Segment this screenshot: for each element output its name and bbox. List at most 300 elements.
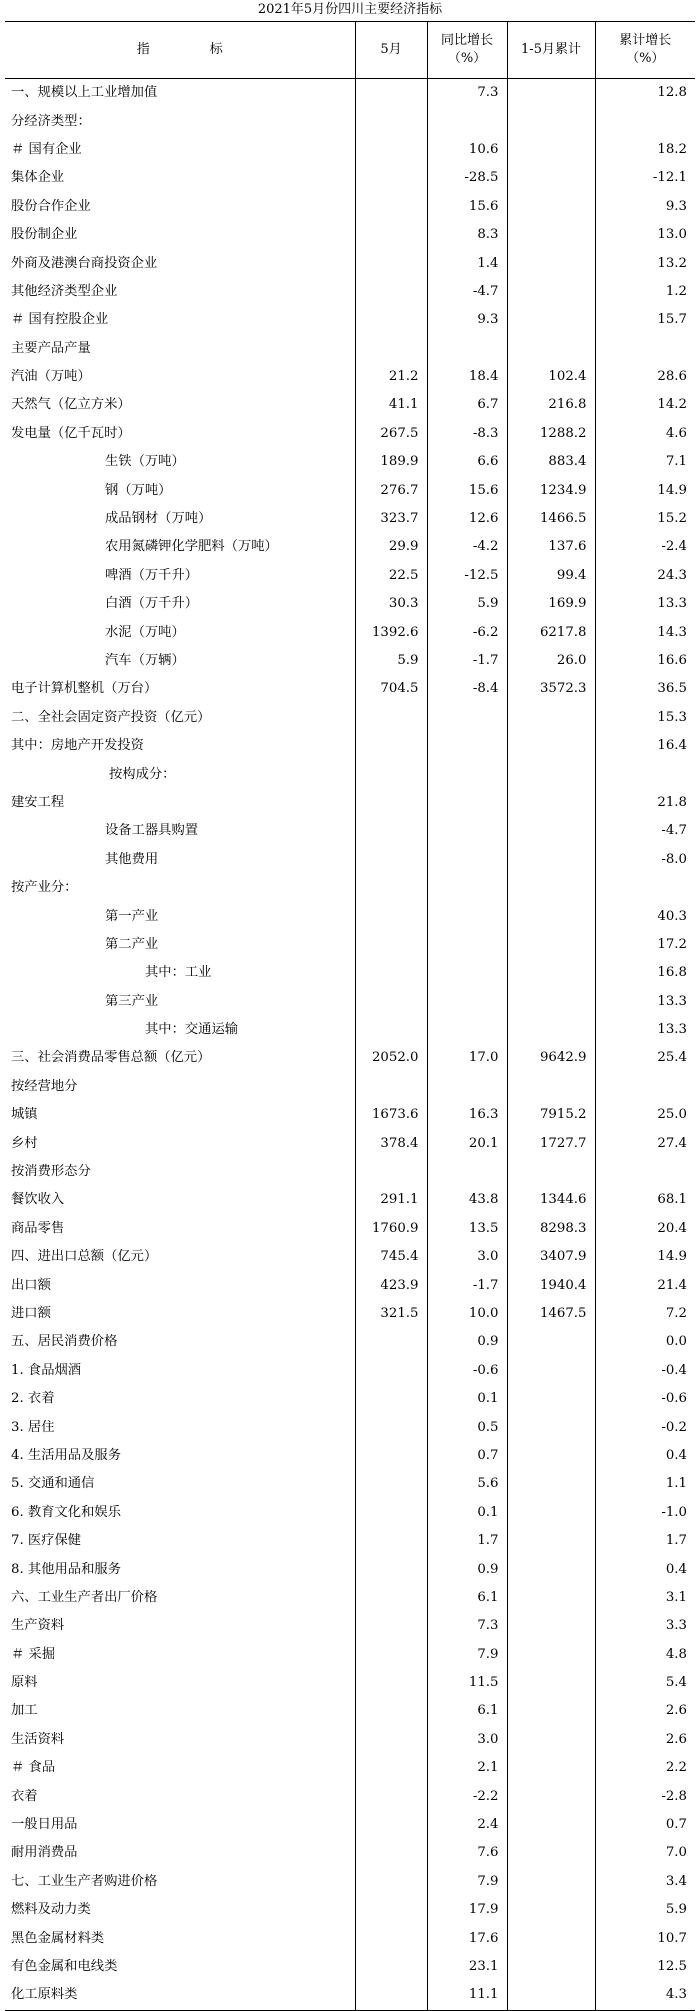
cumulative-growth: 2.2 (595, 1754, 695, 1782)
table-row (5, 278, 695, 306)
cumulative-growth: 21.4 (595, 1271, 695, 1299)
cumulative-growth: -2.8 (595, 1782, 695, 1810)
indicator-cell: 二、全社会固定资产投资（亿元） (11, 709, 211, 725)
yoy-growth: 12.6 (427, 505, 507, 533)
table-row (5, 1612, 695, 1640)
table-row (5, 618, 695, 646)
cumulative-value (507, 1782, 595, 1810)
indicator-cell: 主要产品产量 (11, 340, 91, 356)
cumulative-value (507, 335, 595, 363)
table-row (5, 959, 695, 987)
cumulative-growth: 5.9 (595, 1896, 695, 1924)
cumulative-growth: 7.1 (595, 448, 695, 476)
cumulative-value (507, 1328, 595, 1356)
cumulative-growth: 3.1 (595, 1584, 695, 1612)
yoy-growth (427, 1073, 507, 1101)
cumulative-growth (595, 107, 695, 135)
indicator-cell: 其中：工业 (145, 965, 212, 981)
cumulative-growth: 24.3 (595, 562, 695, 590)
yoy-growth (427, 874, 507, 902)
may-value (355, 79, 427, 108)
yoy-growth: -12.5 (427, 562, 507, 590)
cumulative-value (507, 959, 595, 987)
may-value (355, 335, 427, 363)
cumulative-growth: -0.4 (595, 1357, 695, 1385)
may-value (355, 1016, 427, 1044)
cumulative-value (507, 1697, 595, 1725)
cumulative-value: 1234.9 (507, 476, 595, 504)
table-row (5, 1470, 695, 1498)
table-row (5, 1300, 695, 1328)
may-value (355, 136, 427, 164)
cumulative-growth (595, 760, 695, 788)
yoy-growth (427, 789, 507, 817)
table-row (5, 1385, 695, 1413)
cumulative-growth: 14.3 (595, 618, 695, 646)
table-row (5, 1924, 695, 1952)
header-indicator-b: 标 (209, 42, 223, 57)
indicator-cell: 2. 衣着 (11, 1391, 55, 1407)
cumulative-value (507, 1470, 595, 1498)
yoy-growth: -1.7 (427, 1271, 507, 1299)
cumulative-growth: 0.4 (595, 1442, 695, 1470)
cumulative-value (507, 306, 595, 334)
cumulative-growth: 10.7 (595, 1924, 695, 1952)
indicator-cell: 一、规模以上工业增加值 (11, 85, 158, 101)
yoy-growth: 15.6 (427, 476, 507, 504)
may-value (355, 1499, 427, 1527)
yoy-growth: 11.5 (427, 1669, 507, 1697)
indicator-cell: ＃ 国有控股企业 (11, 312, 109, 328)
cumulative-value (507, 1357, 595, 1385)
cumulative-growth: 13.0 (595, 221, 695, 249)
indicator-cell: 商品零售 (11, 1220, 65, 1236)
yoy-growth: 15.6 (427, 193, 507, 221)
table-row (5, 789, 695, 817)
cumulative-value: 883.4 (507, 448, 595, 476)
yoy-growth: 6.7 (427, 391, 507, 419)
indicator-cell: 分经济类型： (11, 113, 91, 129)
table-row (5, 1953, 695, 1981)
indicator-cell: 衣着 (11, 1788, 38, 1804)
may-value (355, 1782, 427, 1810)
may-value (355, 306, 427, 334)
cumulative-value (507, 1527, 595, 1555)
may-value (355, 1328, 427, 1356)
may-value (355, 1697, 427, 1725)
header-yoy-line2: （%） (447, 51, 487, 66)
yoy-growth: 7.9 (427, 1640, 507, 1668)
indicator-cell: 四、进出口总额（亿元） (11, 1249, 158, 1265)
cumulative-growth: 7.2 (595, 1300, 695, 1328)
table-row (5, 1555, 695, 1583)
cumulative-growth: 7.0 (595, 1839, 695, 1867)
cumulative-value (507, 1669, 595, 1697)
cumulative-value: 102.4 (507, 363, 595, 391)
may-value: 423.9 (355, 1271, 427, 1299)
indicator-cell: 建安工程 (11, 794, 65, 810)
table-row (5, 647, 695, 675)
yoy-growth (427, 931, 507, 959)
table-row (5, 476, 695, 504)
table-row (5, 1811, 695, 1839)
table-row (5, 221, 695, 249)
yoy-growth: -8.3 (427, 420, 507, 448)
yoy-growth: 0.7 (427, 1442, 507, 1470)
may-value: 1673.6 (355, 1101, 427, 1129)
table-row (5, 1186, 695, 1214)
table-row (5, 107, 695, 135)
indicator-cell: 设备工器具购置 (105, 823, 199, 839)
table-row (5, 1697, 695, 1725)
may-value: 321.5 (355, 1300, 427, 1328)
may-value (355, 1413, 427, 1441)
yoy-growth: 7.9 (427, 1868, 507, 1896)
indicator-cell: 按经营地分 (11, 1078, 78, 1094)
cumulative-value (507, 1896, 595, 1924)
table-row (5, 846, 695, 874)
yoy-growth: 3.0 (427, 1243, 507, 1271)
table-row (5, 1044, 695, 1072)
may-value (355, 1669, 427, 1697)
may-value (355, 1726, 427, 1754)
yoy-growth (427, 760, 507, 788)
cumulative-growth: -8.0 (595, 846, 695, 874)
yoy-growth (427, 704, 507, 732)
cumulative-value (507, 278, 595, 306)
yoy-growth: -28.5 (427, 164, 507, 192)
yoy-growth: 11.1 (427, 1981, 507, 2010)
cumulative-value: 3572.3 (507, 675, 595, 703)
header-cum-growth-line1: 累计增长 (619, 33, 672, 48)
table-row (5, 704, 695, 732)
cumulative-growth: 1.7 (595, 1527, 695, 1555)
indicator-cell: ＃ 采掘 (11, 1646, 56, 1662)
yoy-growth: 7.6 (427, 1839, 507, 1867)
table-row (5, 1754, 695, 1782)
table-row (5, 1328, 695, 1356)
cumulative-growth: 14.9 (595, 1243, 695, 1271)
cumulative-growth: 0.7 (595, 1811, 695, 1839)
cumulative-value (507, 1385, 595, 1413)
indicator-cell: 一般日用品 (11, 1817, 78, 1833)
indicator-cell: 天然气（亿立方米） (11, 397, 131, 413)
cumulative-value (507, 1158, 595, 1186)
may-value: 323.7 (355, 505, 427, 533)
yoy-growth: 2.4 (427, 1811, 507, 1839)
yoy-growth: 17.9 (427, 1896, 507, 1924)
indicator-cell: 进口额 (11, 1305, 51, 1321)
cumulative-value: 26.0 (507, 647, 595, 675)
indicator-cell: 其中：房地产开发投资 (11, 738, 144, 754)
yoy-growth: 7.3 (427, 1612, 507, 1640)
header-cum-growth-line2: （%） (626, 51, 665, 66)
cumulative-value (507, 1612, 595, 1640)
cumulative-growth: 0.4 (595, 1555, 695, 1583)
cumulative-growth: 36.5 (595, 675, 695, 703)
table-row (5, 1839, 695, 1867)
yoy-growth: 0.1 (427, 1385, 507, 1413)
indicator-cell: 外商及港澳台商投资企业 (11, 255, 158, 271)
may-value (355, 1612, 427, 1640)
yoy-growth: 0.5 (427, 1413, 507, 1441)
may-value: 21.2 (355, 363, 427, 391)
table-row (5, 1868, 695, 1896)
table-row (5, 363, 695, 391)
table-row (5, 817, 695, 845)
indicator-cell: 耐用消费品 (11, 1845, 78, 1861)
table-row (5, 675, 695, 703)
yoy-growth: 20.1 (427, 1129, 507, 1157)
cumulative-growth: 25.4 (595, 1044, 695, 1072)
cumulative-growth: 14.2 (595, 391, 695, 419)
yoy-growth: 1.7 (427, 1527, 507, 1555)
indicator-cell: 5. 交通和通信 (11, 1476, 95, 1492)
table-row (5, 1101, 695, 1129)
yoy-growth (427, 1016, 507, 1044)
indicator-cell: 加工 (11, 1703, 38, 1719)
cumulative-value (507, 79, 595, 108)
may-value (355, 959, 427, 987)
may-value (355, 789, 427, 817)
may-value: 291.1 (355, 1186, 427, 1214)
may-value (355, 988, 427, 1016)
table-row (5, 1782, 695, 1810)
may-value: 745.4 (355, 1243, 427, 1271)
yoy-growth: 6.1 (427, 1584, 507, 1612)
yoy-growth: -1.7 (427, 647, 507, 675)
yoy-growth: 0.9 (427, 1328, 507, 1356)
cumulative-value (507, 1499, 595, 1527)
yoy-growth: 0.9 (427, 1555, 507, 1583)
indicator-cell: 股份制企业 (11, 227, 78, 243)
cumulative-value (507, 164, 595, 192)
cumulative-value (507, 846, 595, 874)
table-row (5, 1896, 695, 1924)
cumulative-value (507, 1953, 595, 1981)
may-value: 2052.0 (355, 1044, 427, 1072)
table-row (5, 1413, 695, 1441)
indicator-cell: 七、工业生产者购进价格 (11, 1873, 158, 1889)
cumulative-growth: 9.3 (595, 193, 695, 221)
cumulative-growth (595, 335, 695, 363)
may-value: 22.5 (355, 562, 427, 590)
cumulative-growth (595, 874, 695, 902)
header-row (5, 22, 695, 79)
table-row (5, 1215, 695, 1243)
cumulative-value (507, 221, 595, 249)
cumulative-growth: 0.0 (595, 1328, 695, 1356)
may-value: 267.5 (355, 420, 427, 448)
indicator-cell: 餐饮收入 (11, 1192, 65, 1208)
may-value: 1392.6 (355, 618, 427, 646)
table-row (5, 732, 695, 760)
indicator-cell: 3. 居住 (11, 1419, 55, 1435)
cumulative-value (507, 1016, 595, 1044)
cumulative-value: 137.6 (507, 533, 595, 561)
table-row (5, 1158, 695, 1186)
cumulative-growth: 15.7 (595, 306, 695, 334)
yoy-growth: 23.1 (427, 1953, 507, 1981)
cumulative-growth: 13.3 (595, 988, 695, 1016)
yoy-growth (427, 817, 507, 845)
may-value (355, 817, 427, 845)
yoy-growth: 5.6 (427, 1470, 507, 1498)
cumulative-growth: 4.3 (595, 1981, 695, 2010)
cumulative-growth: 15.2 (595, 505, 695, 533)
cumulative-growth: 68.1 (595, 1186, 695, 1214)
cumulative-growth: 13.3 (595, 1016, 695, 1044)
table-row (5, 1584, 695, 1612)
cumulative-value (507, 249, 595, 277)
cumulative-value: 1727.7 (507, 1129, 595, 1157)
indicator-cell: 第三产业 (105, 993, 159, 1009)
cumulative-growth: 28.6 (595, 363, 695, 391)
indicator-cell: 发电量（亿千瓦时） (11, 425, 131, 441)
table-row (5, 533, 695, 561)
yoy-growth: 8.3 (427, 221, 507, 249)
cumulative-value (507, 1442, 595, 1470)
may-value: 704.5 (355, 675, 427, 703)
indicator-cell: 1. 食品烟酒 (11, 1362, 82, 1378)
cumulative-growth: 15.3 (595, 704, 695, 732)
cumulative-growth: 16.8 (595, 959, 695, 987)
indicator-cell: 城镇 (11, 1107, 38, 1123)
yoy-growth: 17.0 (427, 1044, 507, 1072)
cumulative-growth: 1.2 (595, 278, 695, 306)
indicator-cell: 农用氮磷钾化学肥料（万吨） (105, 539, 278, 555)
cumulative-growth: 3.3 (595, 1612, 695, 1640)
table-row (5, 1016, 695, 1044)
yoy-growth (427, 732, 507, 760)
indicator-cell: 其他费用 (105, 851, 159, 867)
table-row (5, 79, 695, 108)
cumulative-value (507, 874, 595, 902)
table-row (5, 1243, 695, 1271)
may-value: 276.7 (355, 476, 427, 504)
cumulative-growth: -2.4 (595, 533, 695, 561)
cumulative-value (507, 931, 595, 959)
cumulative-growth: 1.1 (595, 1470, 695, 1498)
may-value (355, 902, 427, 930)
may-value: 41.1 (355, 391, 427, 419)
cumulative-value (507, 136, 595, 164)
cumulative-value (507, 1555, 595, 1583)
may-value (355, 1385, 427, 1413)
yoy-growth: 10.6 (427, 136, 507, 164)
table-body (5, 79, 695, 2011)
may-value: 378.4 (355, 1129, 427, 1157)
cumulative-growth: 2.6 (595, 1726, 695, 1754)
cumulative-value (507, 704, 595, 732)
cumulative-value (507, 193, 595, 221)
yoy-growth: -4.2 (427, 533, 507, 561)
indicator-cell: 黑色金属材料类 (11, 1930, 105, 1946)
indicator-cell: 钢（万吨） (105, 482, 172, 498)
yoy-growth (427, 902, 507, 930)
cumulative-growth: 12.8 (595, 79, 695, 108)
table-row (5, 448, 695, 476)
cumulative-growth: 12.5 (595, 1953, 695, 1981)
indicator-cell: ＃ 国有企业 (11, 141, 82, 157)
indicator-cell: 汽油（万吨） (11, 369, 91, 385)
cumulative-value (507, 760, 595, 788)
indicator-cell: 乡村 (11, 1135, 38, 1151)
cumulative-value (507, 789, 595, 817)
indicator-cell: 有色金属和电线类 (11, 1958, 118, 1974)
cumulative-growth: -4.7 (595, 817, 695, 845)
cumulative-growth (595, 1073, 695, 1101)
table-row (5, 902, 695, 930)
cumulative-value (507, 1868, 595, 1896)
cumulative-growth: 16.6 (595, 647, 695, 675)
cumulative-value (507, 1924, 595, 1952)
cumulative-value (507, 817, 595, 845)
cumulative-growth: 18.2 (595, 136, 695, 164)
table-row (5, 1129, 695, 1157)
may-value (355, 846, 427, 874)
cumulative-growth: -12.1 (595, 164, 695, 192)
cumulative-growth: 17.2 (595, 931, 695, 959)
yoy-growth: 18.4 (427, 363, 507, 391)
cumulative-growth (595, 1158, 695, 1186)
may-value (355, 164, 427, 192)
cumulative-value: 99.4 (507, 562, 595, 590)
cumulative-value: 3407.9 (507, 1243, 595, 1271)
cumulative-value: 1344.6 (507, 1186, 595, 1214)
table-row (5, 1527, 695, 1555)
indicator-cell: 按消费形态分 (11, 1164, 91, 1180)
yoy-growth: 17.6 (427, 1924, 507, 1952)
may-value (355, 1839, 427, 1867)
yoy-growth (427, 1158, 507, 1186)
yoy-growth: 6.6 (427, 448, 507, 476)
indicator-cell: 按构成分： (109, 766, 176, 782)
may-value (355, 1896, 427, 1924)
cumulative-value (507, 732, 595, 760)
indicator-cell: 汽车（万辆） (105, 653, 185, 668)
indicator-table (5, 21, 695, 2011)
cumulative-growth: -1.0 (595, 1499, 695, 1527)
cumulative-value: 216.8 (507, 391, 595, 419)
table-row (5, 1981, 695, 2010)
cumulative-growth: 21.8 (595, 789, 695, 817)
cumulative-value: 169.9 (507, 590, 595, 618)
cumulative-value (507, 1754, 595, 1782)
cumulative-growth: 4.8 (595, 1640, 695, 1668)
yoy-growth (427, 335, 507, 363)
table-row (5, 505, 695, 533)
yoy-growth (427, 846, 507, 874)
indicator-cell: 其中：交通运输 (145, 1022, 239, 1038)
table-row (5, 1073, 695, 1101)
cumulative-growth: 27.4 (595, 1129, 695, 1157)
yoy-growth: 43.8 (427, 1186, 507, 1214)
may-value (355, 1584, 427, 1612)
cumulative-value (507, 1839, 595, 1867)
cumulative-growth: 2.6 (595, 1697, 695, 1725)
cumulative-growth: 13.3 (595, 590, 695, 618)
indicator-cell: 出口额 (11, 1277, 51, 1293)
indicator-cell: 8. 其他用品和服务 (11, 1561, 121, 1577)
indicator-cell: ＃ 食品 (11, 1760, 56, 1776)
indicator-cell: 7. 医疗保健 (11, 1533, 82, 1549)
may-value (355, 221, 427, 249)
cumulative-growth: 16.4 (595, 732, 695, 760)
cumulative-value: 1467.5 (507, 1300, 595, 1328)
indicator-cell: 其他经济类型企业 (11, 283, 118, 299)
cumulative-value (507, 902, 595, 930)
